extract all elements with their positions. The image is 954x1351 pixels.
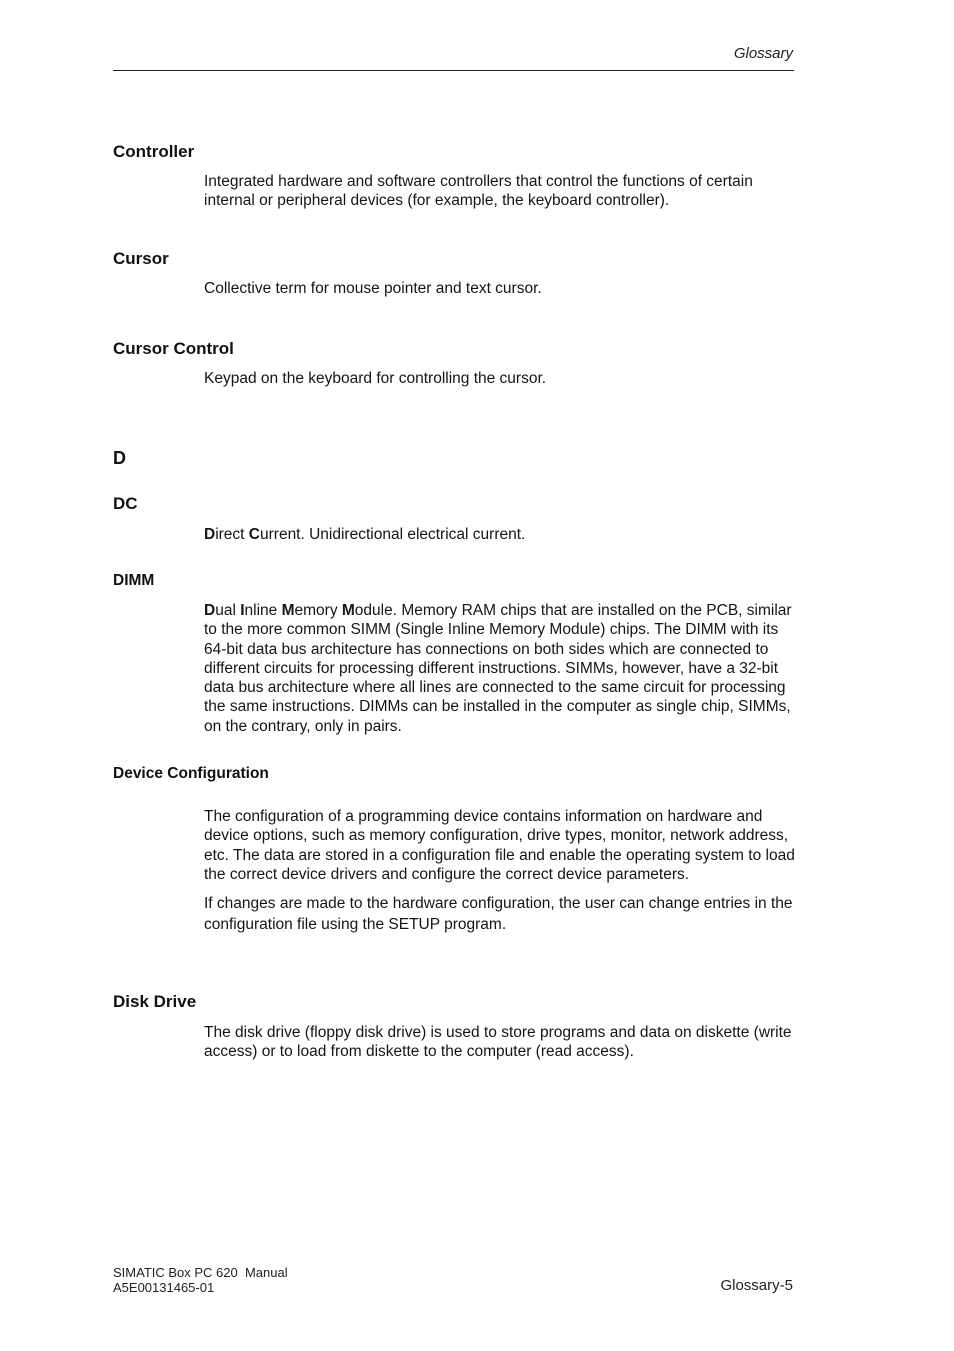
- definition-text: [204, 601, 800, 736]
- term-cursor: Cursor: [113, 249, 169, 268]
- text-run: urrent. Unidirectional electrical current.: [260, 526, 526, 543]
- acronym-letter: D: [204, 602, 216, 619]
- definition-text: The disk drive (floppy disk drive) is used to store programs and data on diskette (write access) or to load from diskette to the computer (read access).: [204, 1024, 792, 1061]
- definition-cursor: [204, 279, 800, 298]
- definition-dc: [204, 525, 800, 544]
- term-cursor-control: Cursor Control: [113, 339, 234, 358]
- term-device-configuration: Device Configuration: [113, 765, 269, 782]
- text-run: irect: [215, 526, 249, 543]
- definition-paragraph-1: The configuration of a programming device contains information on hardware and device options, such as memory configuration, drive types, monitor, network address, etc. The data are stored in a configuration file and enable the operating system to load the correct device drivers and configure the correct device parameters.: [204, 808, 795, 883]
- definition-controller: [204, 172, 794, 211]
- acronym-letter: M: [281, 602, 295, 619]
- acronym-letter: I: [240, 602, 245, 619]
- definition-text: Keypad on the keyboard for controlling the cursor.: [204, 370, 547, 387]
- definition-text: Integrated hardware and software controllers that control the functions of certain internal or peripheral devices (for example, the keyboard controller).: [204, 173, 753, 210]
- definition-cursor-control: [204, 369, 800, 388]
- text-run: emory: [294, 602, 342, 619]
- manual-title: SIMATIC Box PC 620 Manual: [113, 1265, 288, 1280]
- text-run: ual: [215, 602, 241, 619]
- page-footer-info: [113, 1265, 288, 1295]
- term-disk-drive: Disk Drive: [113, 992, 197, 1011]
- text-run: odule. Memory RAM chips that are installed on the PCB, similar to the more common SIMM (Single Inline Memory Module) chips. The DIMM with its 64-bit data bus architecture has connections on both sides which are connected to different circuits for processing different instructions. SIMMs, however, have a 32-bit data bus architecture where all lines are connected to the same circuit for processing the same instructions. DIMMs can be installed in the computer as single chip, SIMMs, on the contrary, only in pairs.: [204, 602, 792, 735]
- acronym-letter: D: [204, 526, 216, 543]
- text-run: nline: [244, 602, 282, 619]
- acronym-letter: M: [341, 602, 355, 619]
- definition-dimm: [204, 601, 800, 736]
- definition-disk-drive: [204, 1023, 800, 1062]
- definition-text: Collective term for mouse pointer and text cursor.: [204, 280, 542, 297]
- section-letter-d: D: [113, 448, 126, 468]
- header-divider: [113, 70, 794, 71]
- definition-paragraph-2: If changes are made to the hardware configuration, the user can change entries in the configuration file using the SETUP program.: [204, 895, 793, 934]
- term-controller: Controller: [113, 142, 195, 161]
- order-number: A5E00131465-01: [113, 1280, 215, 1295]
- acronym-letter: C: [248, 526, 260, 543]
- page-number: Glossary-5: [720, 1277, 793, 1294]
- definition-device-configuration: [204, 807, 800, 935]
- term-dimm: DIMM: [113, 572, 155, 589]
- term-dc: DC: [113, 494, 138, 513]
- section-title: Glossary: [733, 45, 793, 62]
- definition-text: [204, 525, 800, 544]
